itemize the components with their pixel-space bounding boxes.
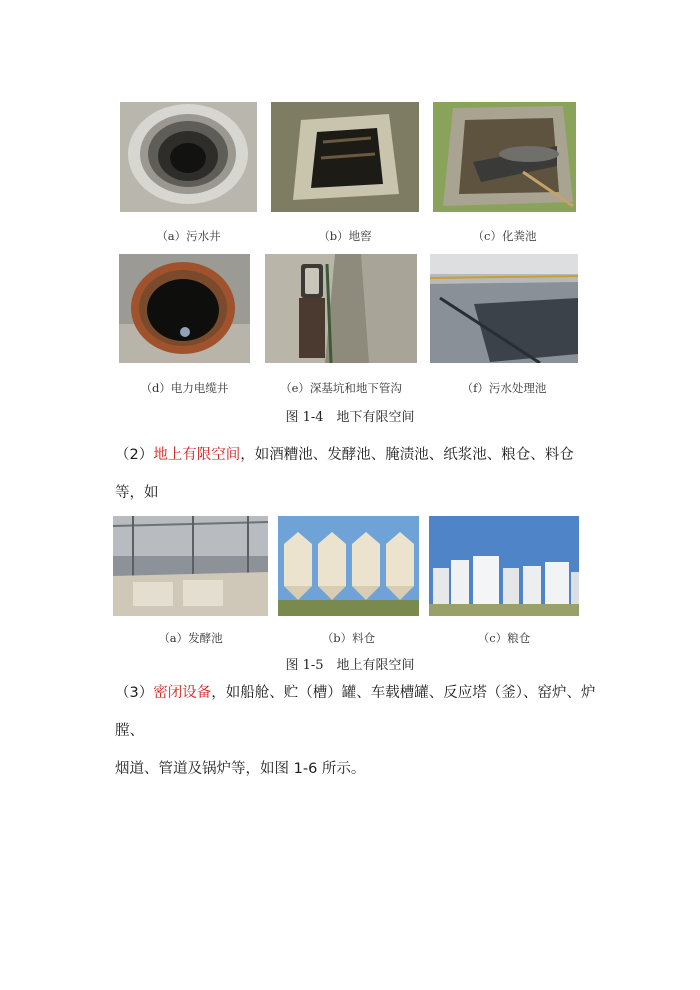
line-text: ，如船舱、贮（槽）罐、车载槽罐、反应塔（釜）、窑炉、炉膛、	[115, 685, 596, 739]
highlight-term: 密闭设备	[153, 685, 212, 701]
caption-b: （b）地窖	[318, 229, 372, 243]
caption-c: （c）化粪池	[472, 229, 537, 243]
photo-material-bin	[278, 516, 419, 616]
photo-cellar	[271, 102, 419, 212]
paragraph-enclosed-line2: 烟道、管道及锅炉等，如图 1-6 所示。	[115, 761, 366, 777]
photo-fermentation-tank	[113, 516, 268, 616]
caption-f: （f）污水处理池	[461, 381, 547, 395]
caption-5c: （c）粮仓	[477, 631, 531, 645]
photo-sewage-well	[120, 102, 257, 212]
paragraph-enclosed-equipment	[115, 674, 600, 788]
caption-e: （e）深基坑和地下管沟	[280, 381, 402, 395]
paragraph-aboveground-line1	[115, 436, 600, 512]
photo-grain-silo	[429, 516, 579, 616]
photo-septic-tank	[433, 102, 576, 212]
caption-5a: （a）发酵池	[158, 631, 223, 645]
paragraph-enclosed-line1	[115, 674, 600, 750]
caption-5b: （b）料仓	[321, 631, 376, 645]
figure-1-4-title: 图 1-4 地下有限空间	[285, 410, 415, 425]
item-number: （2）	[115, 447, 154, 463]
caption-d: （d）电力电缆井	[140, 381, 229, 395]
figure-1-5-title: 图 1-5 地上有限空间	[285, 658, 415, 673]
highlight-term: 地上有限空间	[153, 447, 241, 463]
photo-power-cable-well	[119, 254, 250, 363]
item-number: （3）	[115, 685, 154, 701]
photo-deep-pit	[265, 254, 417, 363]
caption-a: （a）污水井	[156, 229, 221, 243]
photo-sewage-treatment-pool	[430, 254, 578, 363]
line-text: ，如酒糟池、发酵池、腌渍池、纸浆池、粮仓、料仓等，如	[115, 447, 574, 501]
